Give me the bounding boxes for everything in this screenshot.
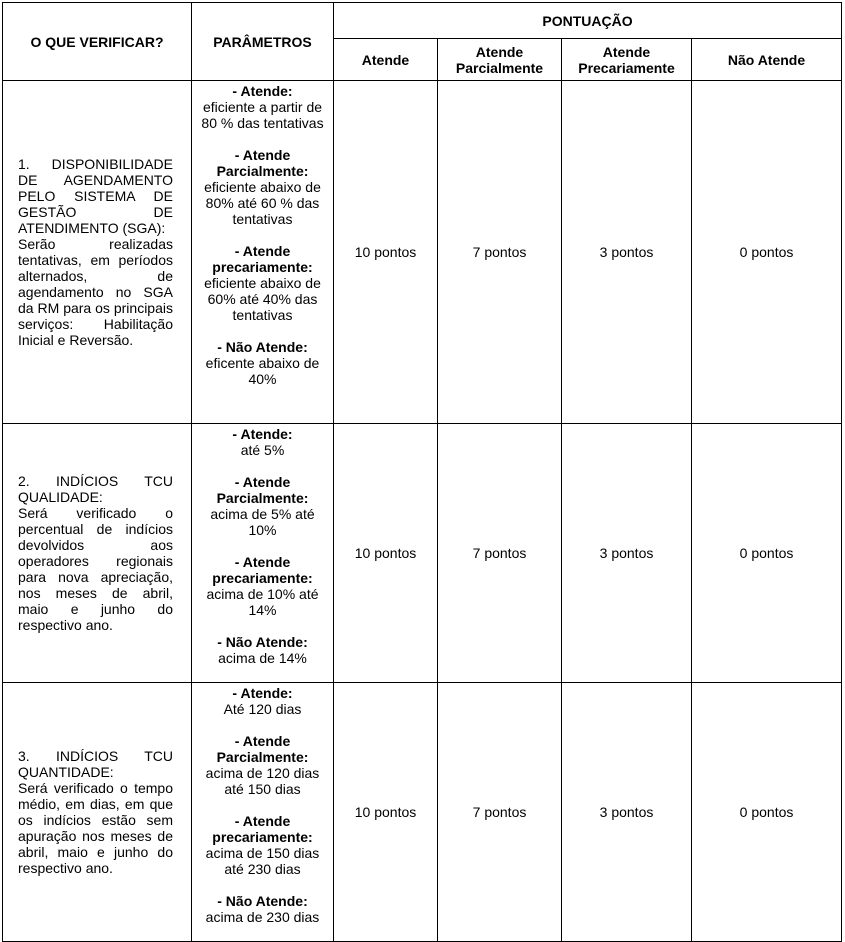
param-text: eficiente a partir de 80 % das tentativas	[201, 99, 324, 131]
header-score: PONTUAÇÃO	[334, 3, 842, 39]
header-what-to-check: O QUE VERIFICAR?	[3, 3, 192, 81]
score-atende: 10 pontos	[334, 81, 438, 424]
param-label: - Atende Parcialmente:	[216, 474, 309, 506]
param-label: - Não Atende:	[217, 339, 308, 355]
criterion-description: Será verificado o percentual de indícios devolvidos aos operadores regionais para nova apreciação, nos meses de abril, maio e junho do respectivo ano.	[18, 505, 173, 633]
param-label: - Não Atende:	[217, 893, 308, 909]
param-label: - Atende precariamente:	[212, 554, 313, 586]
table-row	[3, 683, 842, 942]
param-text: acima de 120 dias até 150 dias	[205, 765, 320, 797]
criterion-description: Será verificado o tempo médio, em dias, em que os indícios estão sem apuração nos meses de abril, maio e junho do respectivo ano.	[18, 780, 173, 876]
param-text: Até 120 dias	[223, 701, 302, 717]
param-text: até 5%	[240, 442, 285, 458]
param-label: - Atende Parcialmente:	[216, 147, 309, 179]
header-parameters: PARÂMETROS	[192, 3, 334, 81]
score-nao-atende: 0 pontos	[692, 683, 842, 942]
param-text: eficiente abaixo de 60% até 40% das tentativas	[204, 275, 321, 323]
score-atende-parcialmente: 7 pontos	[438, 424, 562, 683]
subheader-atende-precariamente: Atende Precariamente	[562, 39, 692, 81]
subheader-nao-atende: Não Atende	[692, 39, 842, 81]
score-atende: 10 pontos	[334, 424, 438, 683]
criterion-title: 1. DISPONIBILIDADE DE AGENDAMENTO PELO SISTEMA DE GESTÃO DE ATENDIMENTO (SGA):	[18, 156, 173, 236]
param-label: - Atende:	[232, 83, 293, 99]
criterion-description: Serão realizadas tentativas, em períodos alternados, de agendamento no SGA da RM para os principais serviços: Habilitação Inicial e Reversão.	[18, 236, 173, 348]
score-atende-parcialmente: 7 pontos	[438, 81, 562, 424]
subheader-atende: Atende	[334, 39, 438, 81]
param-text: eficente abaixo de 40%	[205, 355, 320, 387]
score-nao-atende: 0 pontos	[692, 81, 842, 424]
param-label: - Atende Parcialmente:	[216, 733, 309, 765]
criterion-title: 3. INDÍCIOS TCU QUANTIDADE:	[18, 748, 173, 780]
parameters-cell	[192, 683, 334, 942]
param-text: acima de 10% até 14%	[206, 586, 319, 618]
criterion-title: 2. INDÍCIOS TCU QUALIDADE:	[18, 473, 173, 505]
param-text: eficiente abaixo de 80% até 60 % das tentativas	[204, 179, 321, 227]
param-text: acima de 150 dias até 230 dias	[205, 845, 320, 877]
param-text: acima de 5% até 10%	[210, 506, 315, 538]
score-atende-parcialmente: 7 pontos	[438, 683, 562, 942]
param-label: - Atende precariamente:	[212, 813, 313, 845]
criterion-cell	[3, 424, 192, 683]
param-label: - Não Atende:	[217, 634, 308, 650]
param-label: - Atende:	[232, 426, 293, 442]
score-nao-atende: 0 pontos	[692, 424, 842, 683]
param-label: - Atende precariamente:	[212, 243, 313, 275]
parameters-cell	[192, 81, 334, 424]
score-atende-precariamente: 3 pontos	[562, 683, 692, 942]
table-row	[3, 81, 842, 424]
param-label: - Atende:	[232, 685, 293, 701]
criterion-cell	[3, 81, 192, 424]
parameters-cell	[192, 424, 334, 683]
criterion-cell	[3, 683, 192, 942]
score-atende: 10 pontos	[334, 683, 438, 942]
param-text: acima de 14%	[218, 650, 307, 666]
score-atende-precariamente: 3 pontos	[562, 424, 692, 683]
score-atende-precariamente: 3 pontos	[562, 81, 692, 424]
table-row	[3, 424, 842, 683]
scoring-table	[2, 2, 842, 942]
param-text: acima de 230 dias	[205, 909, 320, 925]
subheader-atende-parcialmente: Atende Parcialmente	[438, 39, 562, 81]
